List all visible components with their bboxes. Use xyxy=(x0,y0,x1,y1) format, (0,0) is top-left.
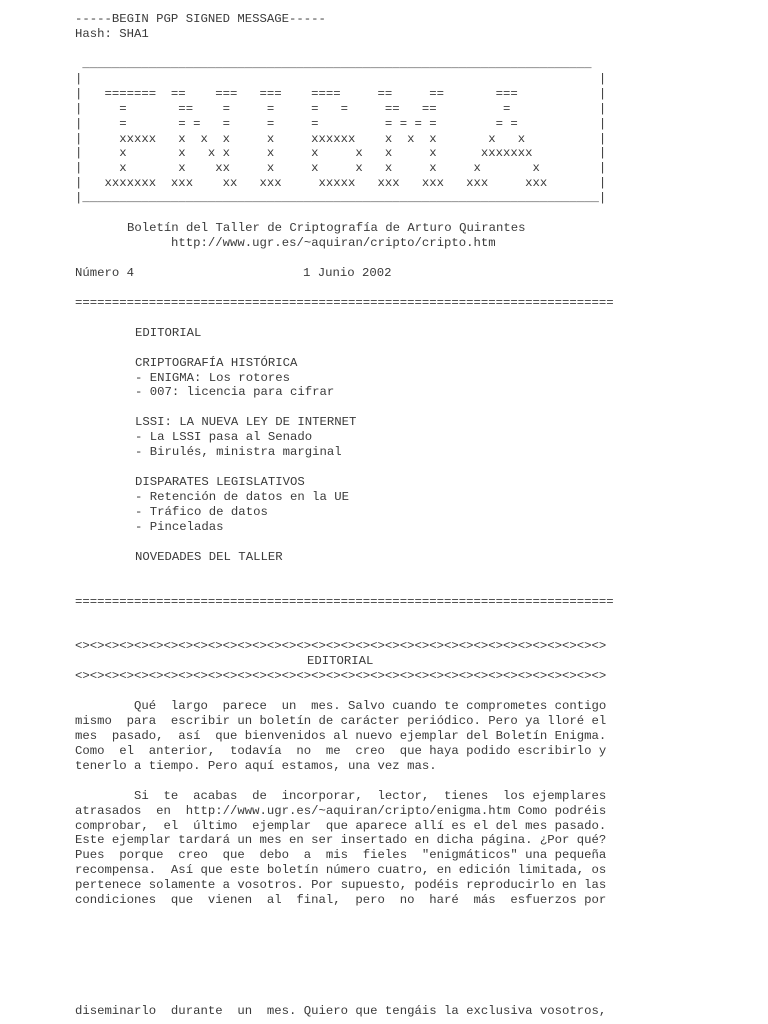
issue-date: 1 Junio 2002 xyxy=(303,265,392,280)
toc-item: - ENIGMA: Los rotores xyxy=(135,370,290,385)
toc-section xyxy=(135,475,755,535)
issue-number: Número 4 xyxy=(75,265,135,280)
toc-section-heading: LSSI: LA NUEVA LEY DE INTERNET xyxy=(135,415,357,430)
bulletin-title: Boletín del Taller de Criptografía de Arturo Quirantes xyxy=(127,221,526,236)
pgp-header xyxy=(75,12,755,42)
editorial-heading: EDITORIAL xyxy=(307,654,374,669)
separator-rule-top: ========================================================================= xyxy=(75,295,614,310)
toc-item: - Retención de datos en la UE xyxy=(135,489,350,504)
editorial-header xyxy=(75,639,755,684)
editorial-paragraph: Qué largo parece un mes. Salvo cuando te comprometes contigo mismo para escribir un boletín de carácter periódico. Pero ya lloré el mes pasado, así que bienvenidos al nuevo ejemplar del Boletín Enigma. Como el anterior, todavía no me creo que haya podido escribirlo y tenerlo a tiempo. Pero aquí estamos, una vez mas. xyxy=(75,699,607,773)
toc-section-heading: DISPARATES LEGISLATIVOS xyxy=(135,475,305,490)
issue-line xyxy=(75,266,755,281)
pgp-begin-line: -----BEGIN PGP SIGNED MESSAGE----- xyxy=(75,12,326,26)
document-page xyxy=(75,12,755,1019)
table-of-contents xyxy=(75,326,755,565)
separator-rule-bottom: ========================================================================= xyxy=(75,594,614,609)
enigma-ascii-banner: _____________________________________________________________________ | | | ======= == === === ==== == == === | | = == = = = = == == = | | = = = = = = = = = = = = | | xxxxx x x x x xxxxxx x x x x x | | x x x x x x x x x xxxxxxx | | x x xx x x x x x x x | | xxxxxxx xxx xx xxx xxxxx xxx xxx xxx xxx | |______________________________________________________________________| xyxy=(75,57,607,206)
toc-item: - Birulés, ministra marginal xyxy=(135,445,342,460)
editorial-paragraph: diseminarlo durante un mes. Quiero que tengáis la exclusiva vosotros, xyxy=(75,1003,607,1018)
toc-item: - 007: licencia para cifrar xyxy=(135,385,335,400)
toc-item: - La LSSI pasa al Senado xyxy=(135,430,313,445)
toc-news: NOVEDADES DEL TALLER xyxy=(135,549,283,564)
toc-editorial: EDITORIAL xyxy=(135,325,202,340)
toc-section-heading: CRIPTOGRAFÍA HISTÓRICA xyxy=(135,355,298,370)
editorial-paragraph: Si te acabas de incorporar, lector, tienes los ejemplares atrasados en http://www.ugr.es/~aquiran/cripto/enigma.htm Como podréis comprobar, el último ejemplar que aparece allí es el del mes pasado. Este ejemplar tardará un mes en ser insertado en dicha página. ¿Por qué? Pues porque creo que debo a mis fieles "enigmáticos" una pequeña recompensa. Así que este boletín número cuatro, en edición limitada, os pertenece solamente a vosotros. Por supuesto, podéis reproducirlo en las condiciones que vienen al final, pero no haré más esfuerzos por xyxy=(75,788,607,908)
toc-section xyxy=(135,415,755,460)
ornament-line-bottom: <><><><><><><><><><><><><><><><><><><><><><><><><><><><><><><><><><><><> xyxy=(75,669,607,684)
toc-item: - Tráfico de datos xyxy=(135,504,268,519)
bulletin-url[interactable]: http://www.ugr.es/~aquiran/cripto/cripto.htm xyxy=(171,235,496,250)
toc-section xyxy=(135,356,755,401)
pgp-hash-line: Hash: SHA1 xyxy=(75,26,149,41)
toc-item: - Pinceladas xyxy=(135,519,224,534)
ornament-line-top: <><><><><><><><><><><><><><><><><><><><><><><><><><><><><><><><><><><><> xyxy=(75,639,607,654)
